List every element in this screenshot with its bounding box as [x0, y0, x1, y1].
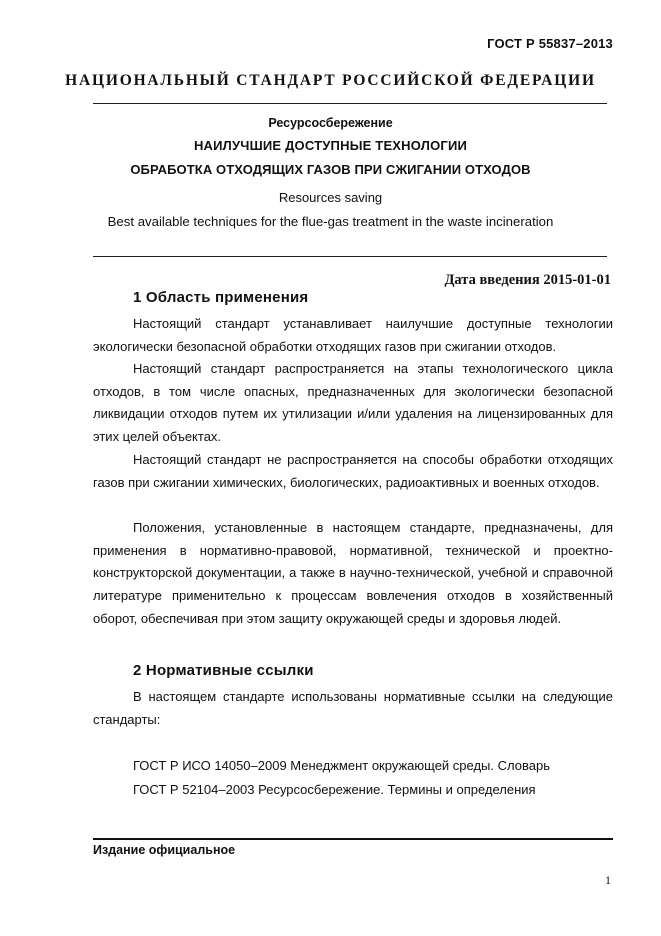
page-number: 1	[605, 873, 611, 887]
section-1-heading: 1 Область применения	[133, 289, 309, 306]
title-en-topic: Resources saving	[278, 190, 383, 205]
gost-number: ГОСТ Р 55837–2013	[487, 36, 613, 51]
title-divider	[93, 256, 607, 257]
normative-reference-1: ГОСТ Р ИСО 14050–2009 Менеджмент окружающей среды. Словарь	[133, 758, 550, 773]
title-main: НАИЛУЧШИЕ ДОСТУПНЫЕ ТЕХНОЛОГИИ	[193, 138, 468, 153]
section-1-paragraph-3: Настоящий стандарт не распространяется на способы обработки отходящих газов при сжигании химических, биологических, радиоактивных и военных отходов.	[93, 452, 613, 490]
edition-label: Издание официальное	[93, 843, 236, 857]
title-sub: ОБРАБОТКА ОТХОДЯЩИХ ГАЗОВ ПРИ СЖИГАНИИ ОТХОДОВ	[130, 162, 531, 177]
section-2-intro: В настоящем стандарте использованы нормативные ссылки на следующие стандарты:	[93, 689, 613, 727]
title-en-main: Best available techniques for the flue-gas treatment in the waste incineration	[107, 214, 554, 229]
normative-reference-2: ГОСТ Р 52104–2003 Ресурсосбережение. Термины и определения	[133, 782, 536, 797]
section-1-paragraph-1: Настоящий стандарт устанавливает наилучшие доступные технологии экологически безопасной обработки отходящих газов при сжигании отходов.	[93, 316, 613, 354]
section-2-heading: 2 Нормативные ссылки	[133, 662, 314, 679]
top-divider	[93, 103, 607, 104]
introduction-date: Дата введения 2015-01-01	[444, 272, 611, 288]
section-1-paragraph-2: Настоящий стандарт распространяется на этапы технологического цикла отходов, в том числе опасных, предназначенных для экологически безопасной ликвидации отходов путем их утилизации и/или удаления на лицензированных для этих целей объектах.	[93, 361, 613, 445]
national-standard-title: НАЦИОНАЛЬНЫЙ СТАНДАРТ РОССИЙСКОЙ ФЕДЕРАЦИИ	[65, 72, 596, 89]
section-1-paragraph-4: Положения, установленные в настоящем стандарте, предназначены, для применения в нормативно-правовой, нормативной, технической и проектно-конструкторской документации, а также в научно-технической, учебной и справочной литературе применительно к процессам вовлечения отходов в хозяйственный оборот, обеспечивая при этом защиту окружающей среды и здоровья людей.	[93, 520, 613, 626]
title-topic: Ресурсосбережение	[268, 116, 393, 130]
footer-divider	[93, 838, 613, 840]
